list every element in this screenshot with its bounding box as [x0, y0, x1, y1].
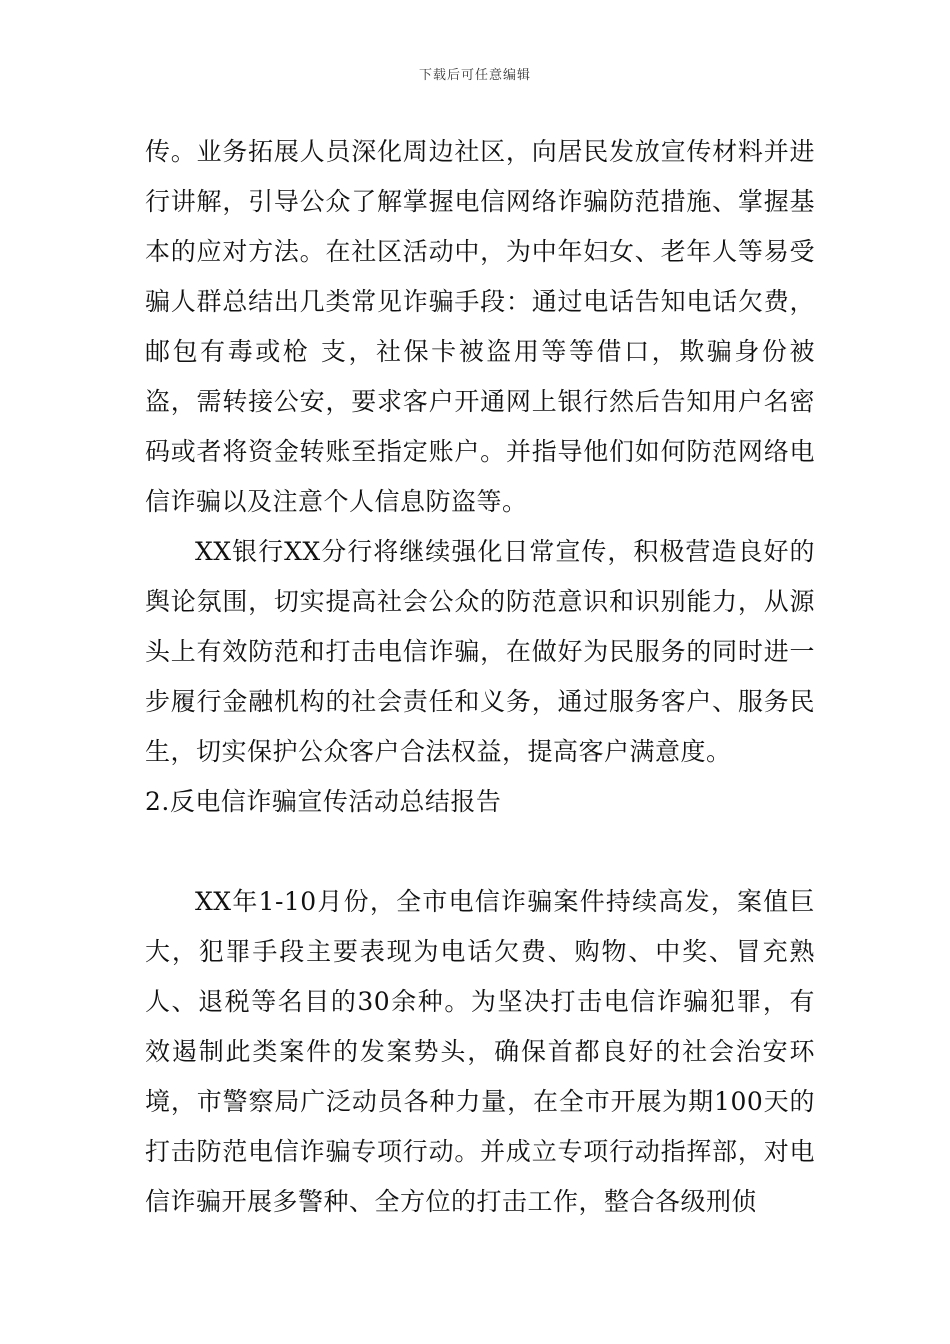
- paragraph-police-campaign: XX年1-10月份，全市电信诈骗案件持续高发，案值巨大，犯罪手段主要表现为电话欠费、购物、中奖、冒充熟人、退税等名目的30余种。为坚决打击电信诈骗犯罪，有效遏制此类案件的发案势头，确保首都良好的社会治安环境，市警察局广泛动员各种力量，在全市开展为期100天的打击防范电信诈骗专项行动。并成立专项行动指挥部，对电信诈骗开展多警种、全方位的打击工作，整合各级刑侦: [145, 887, 815, 1216]
- document-body: [145, 127, 815, 1227]
- paragraph-community-outreach: 传。业务拓展人员深化周边社区，向居民发放宣传材料并进行讲解，引导公众了解掌握电信网络诈骗防范措施、掌握基本的应对方法。在社区活动中，为中年妇女、老年人等易受骗人群总结出几类常见诈骗手段：通过电话告知电话欠费，邮包有毒或枪 支，社保卡被盗用等等借口，欺骗身份被盗，需转接公安，要求客户开通网上银行然后告知用户名密码或者将资金转账至指定账户。并指导他们如何防范网络电信诈骗以及注意个人信息防盗等。: [145, 137, 815, 516]
- page-header: 下载后可任意编辑: [418, 68, 531, 83]
- section-heading: 2.反电信诈骗宣传活动总结报告: [145, 787, 502, 816]
- blank-line: [145, 827, 815, 877]
- paragraph-bank-commitment: XX银行XX分行将继续强化日常宣传，积极营造良好的舆论氛围，切实提高社会公众的防范意识和识别能力，从源头上有效防范和打击电信诈骗，在做好为民服务的同时进一步履行金融机构的社会责任和义务，通过服务客户、服务民生，切实保护公众客户合法权益，提高客户满意度。: [145, 537, 815, 766]
